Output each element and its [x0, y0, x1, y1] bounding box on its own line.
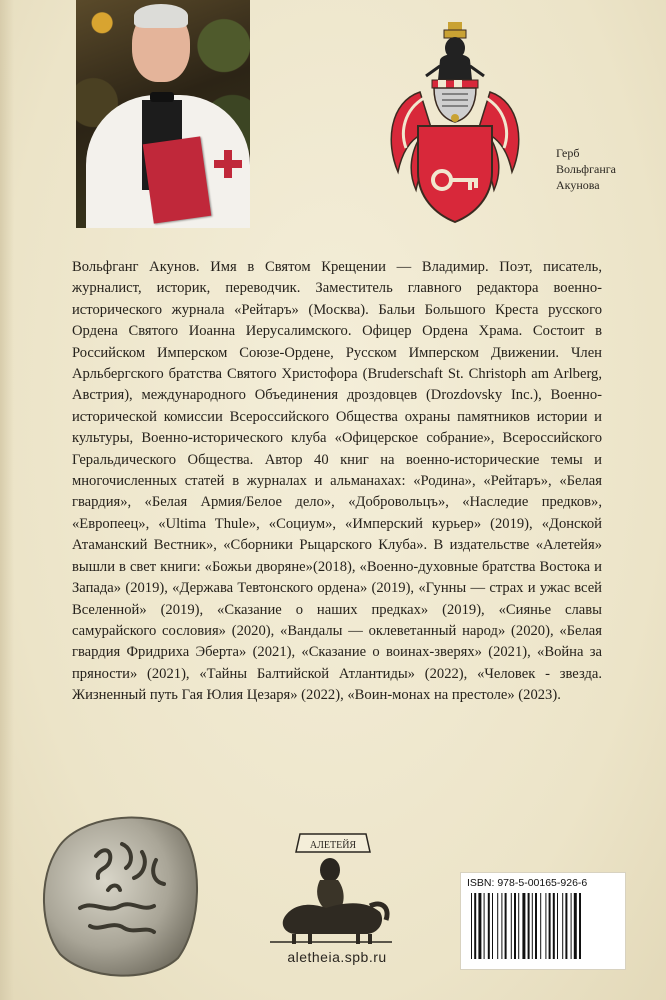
barcode-bar — [501, 893, 502, 959]
spine-shadow — [0, 0, 14, 1000]
barcode-bar — [511, 893, 512, 959]
barcode-bar — [484, 893, 485, 959]
barcode-bar — [545, 893, 546, 959]
coat-of-arms — [380, 22, 530, 227]
barcode-bar — [505, 893, 507, 959]
barcode-bar — [478, 893, 481, 959]
barcode-bar — [518, 893, 519, 959]
caption-line: Акунова — [556, 178, 600, 192]
photo-cross — [214, 150, 242, 178]
barcode-bar — [474, 893, 476, 959]
barcode-bar — [492, 893, 493, 959]
author-photo — [76, 0, 250, 228]
barcode-bar — [549, 893, 551, 959]
barcode-bar — [488, 893, 490, 959]
barcode-bar — [571, 893, 572, 959]
barcode-bar — [557, 893, 558, 959]
isbn-barcode-block — [460, 872, 626, 970]
barcode-bar — [528, 893, 530, 959]
caption-line: Герб — [556, 146, 580, 160]
barcode-bar — [562, 893, 563, 959]
barcode-bar — [574, 893, 577, 959]
barcode-bar — [579, 893, 581, 959]
barcode-bar — [540, 893, 541, 959]
barcode-bar — [565, 893, 567, 959]
barcode-graphic — [469, 893, 617, 961]
barcode-bar — [471, 893, 472, 959]
caption-line: Вольфганга — [556, 162, 616, 176]
photo-book — [143, 136, 212, 223]
author-biography — [72, 257, 602, 707]
barcode-bar — [522, 893, 525, 959]
barcode-bar — [514, 893, 516, 959]
barcode-bar — [497, 893, 498, 959]
emblem-label: АЛЕТЕЙЯ — [309, 840, 357, 851]
photo-hair — [134, 4, 188, 28]
publisher-emblem — [270, 830, 392, 945]
barcode-bar — [553, 893, 555, 959]
barcode-bar — [535, 893, 537, 959]
isbn-number: ISBN: 978-5-00165-926-6 — [467, 877, 588, 889]
publisher-website[interactable]: aletheia.spb.ru — [287, 949, 387, 965]
biography-text: Вольфганг Акунов. Имя в Святом Крещении — Владимир. Поэт, писатель, журналист, историк, переводчик. Заместитель главного редактора военно-исторического журнала «Рейтаръ» (Москва). Бальи Большого Креста русского Ордена Святого Иоанна Иерусалимского. Офицер Ордена Храма. Состоит в Российском Имперском Союзе-Ордене, Русском Имперском Движении. Член Арльбергского братства Святого Христофора (Bruderschaft St. Christoph am Arlberg, Австрия), международного Объединения дроздовцев (Drozdovsky Inc.), Военно-исторической комиссии Всероссийского Общества охраны памятников истории и культуры, Военно-исторического клуба «Офицерское собрание», Всероссийского Геральдического Общества. Автор 40 книг на военно-исторические темы и многочисленных статей в журналах и альманахах: «Родина», «Рейтаръ», «Белая гвардия», «Белая Армия/Белое дело», «Добровольцъ», «Наследие предков», «Европеец», «Ultima Thule», «Социум», «Имперский курьер» (2019), «Донской Атаманский Вестник», «Сборники Рыцарского Клуба». В издательстве «Алетейя» вышли в свет книги: «Божьи дворяне»(2018), «Военно-духовные братства Востока и Запада» (2019), «Держава Тевтонского ордена» (2019), «Гунны — страх и ужас всей Вселенной» (2019), «Сказание о наших предках» (2019), «Сиянье славы самурайского сословия» (2020), «Вандалы — оклеветанный народ» (2020), «Белая гвардия Фридриха Эберта» (2021), «Сказание о воинах-зверях» (2021), «Война за пряности» (2021), «Тайны Балтийской Атлантиды» (2022), «Человек - звезда. Жизненный путь Гая Юлия Цезаря» (2022), «Воин-монах на престоле» (2023). — [72, 259, 602, 704]
photo-bow-tie — [150, 92, 174, 102]
barcode-bar — [532, 893, 533, 959]
coat-of-arms-caption — [556, 145, 656, 193]
coin-image — [38, 808, 204, 980]
